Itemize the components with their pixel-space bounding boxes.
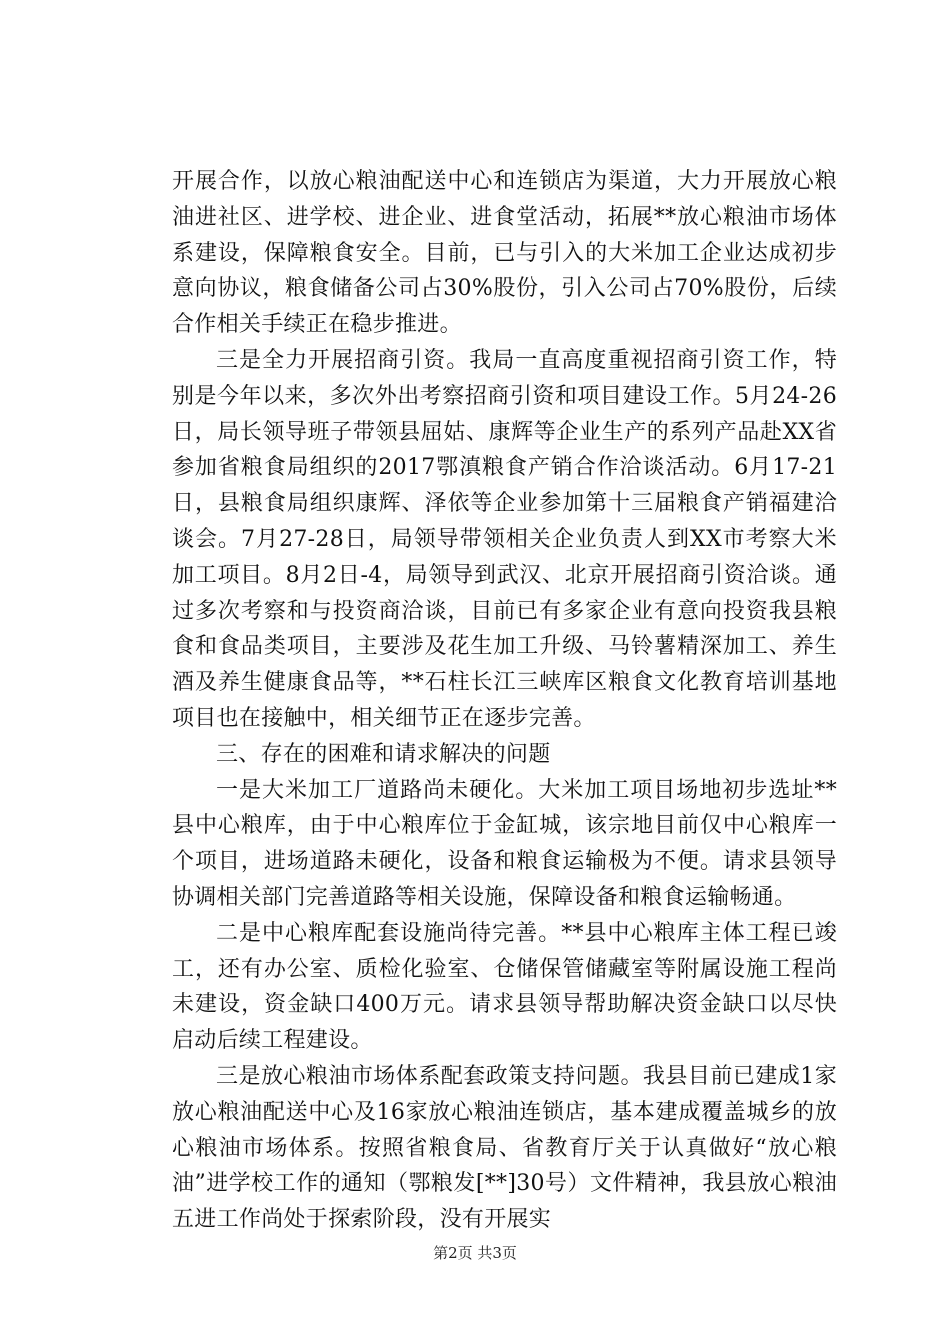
- paragraph-cooperation-continued: 开展合作，以放心粮油配送中心和连锁店为渠道，大力开展放心粮油进社区、进学校、进企业、进食堂活动，拓展**放心粮油市场体系建设，保障粮食安全。目前，已与引入的大米加工企业达成初步意向协议，粮食储备公司占30%股份，引入公司占70%股份，后续合作相关手续正在稳步推进。: [172, 169, 837, 338]
- page-number-label: 第2页 共3页: [433, 1244, 517, 1262]
- document-body: [172, 164, 837, 1238]
- paragraph-grain-oil-policy: 三是放心粮油市场体系配套政策支持问题。我县目前已建成1家放心粮油配送中心及16家放心粮油连锁店，基本建成覆盖城乡的放心粮油市场体系。按照省粮食局、省教育厅关于认真做好“放心粮油”进学校工作的通知（鄂粮发[**]30号）文件精神，我县放心粮油五进工作尚处于探索阶段，没有开展实: [172, 1063, 837, 1233]
- section-heading-difficulties: 三、存在的困难和请求解决的问题: [216, 741, 551, 767]
- paragraph-road-hardening: 一是大米加工厂道路尚未硬化。大米加工项目场地初步选址**县中心粮库，由于中心粮库位于金缸城，该宗地目前仅中心粮库一个项目，进场道路未硬化，设备和粮食运输极为不便。请求县领导协调相关部门完善道路等相关设施，保障设备和粮食运输畅通。: [172, 777, 837, 910]
- paragraph-granary-facilities: 二是中心粮库配套设施尚待完善。**县中心粮库主体工程已竣工，还有办公室、质检化验室、仓储保管储藏室等附属设施工程尚未建设，资金缺口400万元。请求县领导帮助解决资金缺口以尽快启动后续工程建设。: [172, 920, 837, 1054]
- paragraph-investment-promotion: 三是全力开展招商引资。我局一直高度重视招商引资工作，特别是今年以来，多次外出考察招商引资和项目建设工作。5月24-26日，局长领导班子带领县屈姑、康辉等企业生产的系列产品赴XX省参加省粮食局组织的2017鄂滇粮食产销合作洽谈活动。6月17-21日，县粮食局组织康辉、泽依等企业参加第十三届粮食产销福建洽谈会。7月27-28日，局领导带领相关企业负责人到XX市考察大米加工项目。8月2日-4，局领导到武汉、北京开展招商引资洽谈。通过多次考察和与投资商洽谈，目前已有多家企业有意向投资我县粮食和食品类项目，主要涉及花生加工升级、马铃薯精深加工、养生酒及养生健康食品等，**石柱长江三峡库区粮食文化教育培训基地项目也在接触中，相关细节正在逐步完善。: [172, 347, 837, 731]
- page-footer: [0, 1243, 950, 1263]
